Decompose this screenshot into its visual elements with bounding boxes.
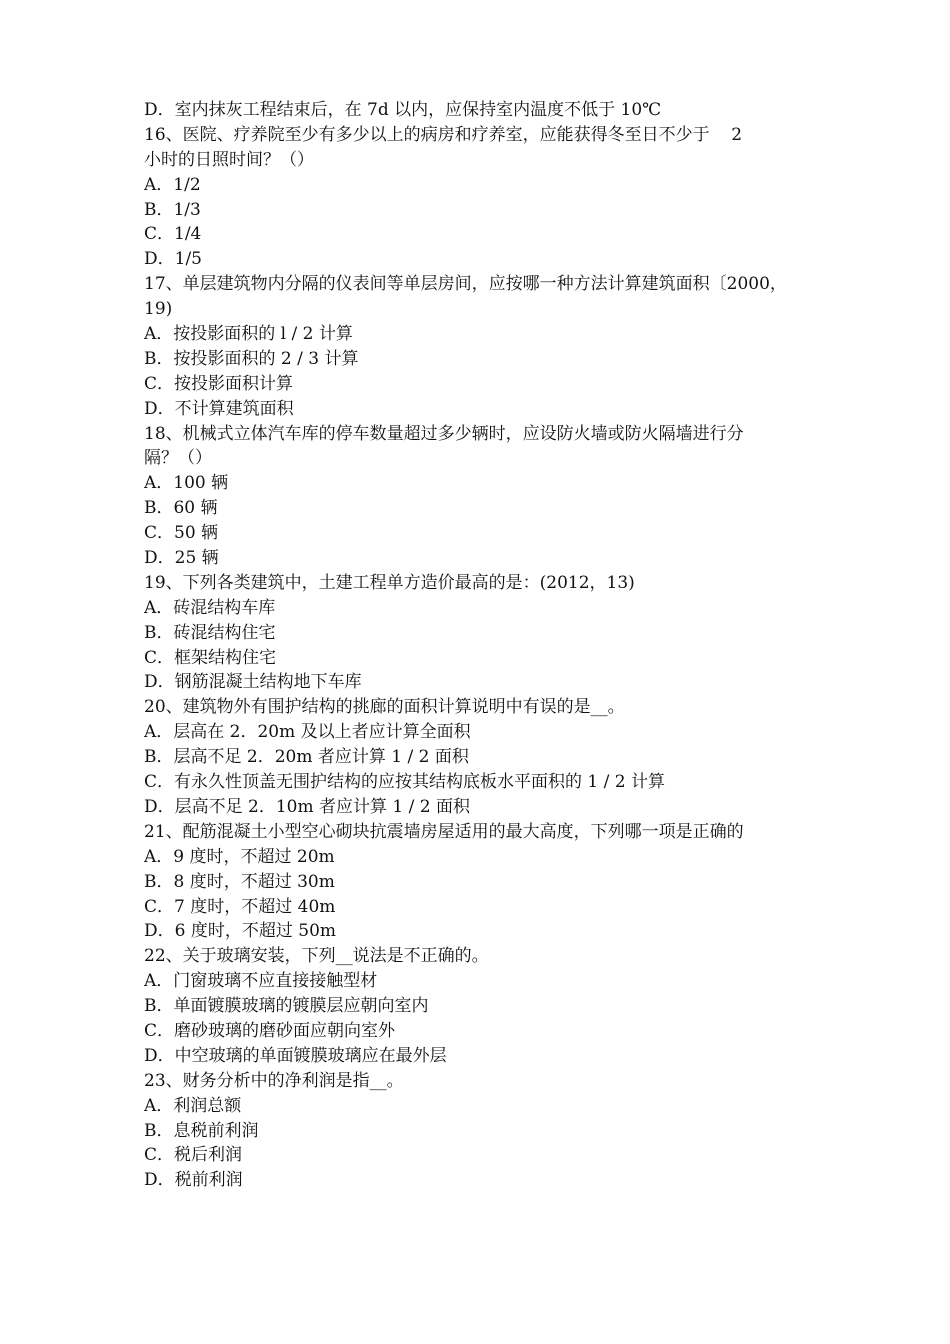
question-20-option-b: B．层高不足 2．20m 者应计算 1 / 2 面积: [144, 747, 469, 768]
question-16-option-c: C．1/4: [144, 224, 202, 245]
question-18-option-c: C．50 辆: [144, 523, 219, 544]
question-22-option-b: B．单面镀膜玻璃的镀膜层应朝向室内: [144, 996, 429, 1017]
question-21-option-b: B．8 度时，不超过 30m: [144, 871, 335, 892]
question-19-option-c: C．框架结构住宅: [144, 647, 277, 668]
question-21-option-a: A．9 度时，不超过 20m: [144, 846, 335, 867]
question-17-option-c: C．按投影面积计算: [144, 373, 294, 394]
question-16-line-1: 16、医院、疗养院至少有多少以上的病房和疗养室，应能获得冬至日不少于 2: [144, 124, 743, 145]
document-page: [144, 98, 820, 1193]
question-18-option-b: B．60 辆: [144, 498, 218, 519]
question-21-line: 21、配筋混凝土小型空心砌块抗震墙房屋适用的最大高度，下列哪一项是正确的: [144, 821, 744, 842]
question-23-option-b: B．息税前利润: [144, 1120, 259, 1141]
question-21-option-d: D．6 度时，不超过 50m: [144, 921, 337, 942]
question-19-option-b: B．砖混结构住宅: [144, 622, 276, 643]
question-22-option-a: A．门窗玻璃不应直接接触型材: [144, 971, 378, 992]
question-17-option-d: D．不计算建筑面积: [144, 398, 294, 419]
question-20-option-a: A．层高在 2．20m 及以上者应计算全面积: [144, 722, 471, 743]
question-23-line: 23、财务分析中的净利润是指__。: [144, 1070, 404, 1091]
question-19-line: 19、下列各类建筑中，土建工程单方造价最高的是：(2012，13): [144, 572, 635, 593]
question-19-option-d: D．钢筋混凝土结构地下车库: [144, 672, 362, 693]
question-16-line-2: 小时的日照时间？（）: [144, 149, 314, 170]
question-23-option-c: C．税后利润: [144, 1145, 243, 1166]
question-17-option-b: B．按投影面积的 2 / 3 计算: [144, 348, 359, 369]
question-22-option-c: C．磨砂玻璃的磨砂面应朝向室外: [144, 1020, 396, 1041]
question-23-option-d: D．税前利润: [144, 1170, 243, 1191]
question-22-option-d: D．中空玻璃的单面镀膜玻璃应在最外层: [144, 1045, 447, 1066]
question-22-line: 22、关于玻璃安装，下列__说法是不正确的。: [144, 946, 489, 967]
question-19-option-a: A．砖混结构车库: [144, 597, 276, 618]
question-18-option-d: D．25 辆: [144, 548, 219, 569]
question-20-option-d: D．层高不足 2．10m 者应计算 1 / 2 面积: [144, 796, 470, 817]
question-20-line: 20、建筑物外有围护结构的挑廊的面积计算说明中有误的是__。: [144, 697, 625, 718]
question-21-option-c: C．7 度时，不超过 40m: [144, 896, 336, 917]
option-d-line: D．室内抹灰工程结束后，在 7d 以内，应保持室内温度不低于 10℃: [144, 100, 662, 120]
question-17-line-2: 19): [144, 299, 173, 320]
question-16-option-a: A．1/2: [144, 174, 201, 195]
question-17-line-1: 17、单层建筑物内分隔的仪表间等单层房间，应按哪一种方法计算建筑面积〔2000，: [144, 274, 787, 295]
question-20-option-c: C．有永久性顶盖无围护结构的应按其结构底板水平面积的 1 / 2 计算: [144, 772, 665, 793]
question-16-option-b: B．1/3: [144, 199, 201, 220]
question-18-line-1: 18、机械式立体汽车库的停车数量超过多少辆时，应设防火墙或防火隔墙进行分: [144, 423, 744, 444]
question-16-option-d: D．1/5: [144, 249, 202, 270]
question-18-option-a: A．100 辆: [144, 473, 229, 494]
question-17-option-a: A．按投影面积的 l / 2 计算: [144, 324, 353, 345]
question-23-option-a: A．利润总额: [144, 1095, 242, 1116]
question-18-line-2: 隔？（）: [144, 448, 212, 469]
